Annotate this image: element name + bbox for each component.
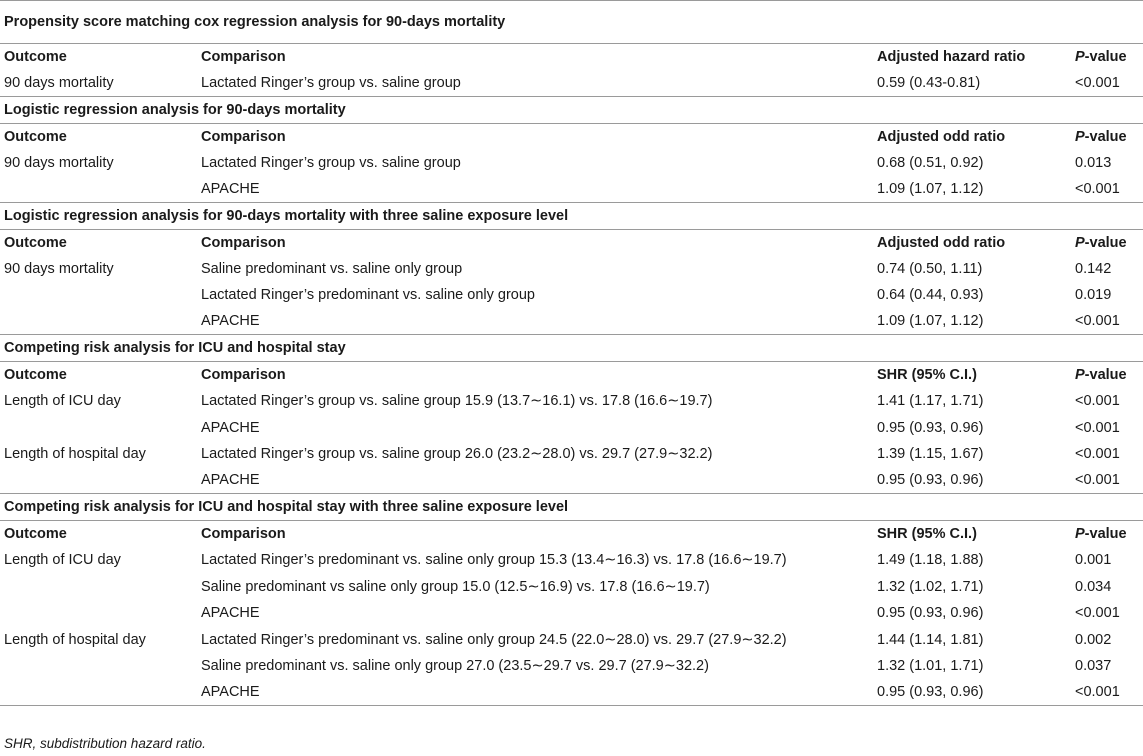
header-outcome: Outcome xyxy=(4,526,67,542)
cell-outcome: 90 days mortality xyxy=(4,74,114,91)
header-row xyxy=(0,124,1143,150)
cell-value: 0.95 (0.93, 0.96) xyxy=(877,684,984,701)
header-comparison: Comparison xyxy=(201,128,286,145)
cell-p-value: 0.002 xyxy=(1075,631,1112,648)
section-title xyxy=(0,97,1143,124)
header-comparison: Comparison xyxy=(201,526,286,542)
header-p-letter: P xyxy=(1075,526,1085,542)
header-metric: SHR (95% C.I.) xyxy=(877,526,977,542)
cell-value: 0.59 (0.43-0.81) xyxy=(877,74,981,91)
cell-value: 0.95 (0.93, 0.96) xyxy=(877,472,984,489)
cell-comparison: APACHE xyxy=(201,313,260,330)
cell-p-value: <0.001 xyxy=(1075,472,1120,489)
cell-value: 1.44 (1.14, 1.81) xyxy=(877,631,984,648)
section-title xyxy=(0,494,1143,521)
cell-value: 1.49 (1.18, 1.88) xyxy=(877,552,984,569)
table-row xyxy=(0,282,1143,309)
header-comparison: Comparison xyxy=(201,49,286,65)
section-title-text: Logistic regression analysis for 90-days mortality with three saline exposure level xyxy=(4,207,569,224)
cell-p-value: 0.034 xyxy=(1075,578,1112,595)
header-p-letter: P xyxy=(1075,49,1085,65)
header-p-value xyxy=(1075,49,1127,65)
cell-comparison: Lactated Ringer’s predominant vs. saline only group xyxy=(201,287,535,304)
table-row xyxy=(0,388,1143,415)
header-p-letter: P xyxy=(1075,367,1085,383)
table-row xyxy=(0,600,1143,627)
header-p-suffix: -value xyxy=(1084,128,1127,145)
cell-value: 1.32 (1.01, 1.71) xyxy=(877,658,984,675)
cell-p-value: <0.001 xyxy=(1075,74,1120,91)
header-p-value xyxy=(1075,235,1127,251)
table-row xyxy=(0,176,1143,203)
cell-p-value: 0.142 xyxy=(1075,260,1112,277)
table-row xyxy=(0,70,1143,97)
header-p-suffix: -value xyxy=(1084,49,1127,65)
table-row xyxy=(0,150,1143,177)
header-p-value xyxy=(1075,526,1127,542)
table-footnote: SHR, subdistribution hazard ratio. xyxy=(4,736,206,751)
cell-p-value: <0.001 xyxy=(1075,313,1120,330)
cell-outcome: 90 days mortality xyxy=(4,154,114,171)
header-outcome: Outcome xyxy=(4,128,67,145)
cell-outcome: Length of hospital day xyxy=(4,631,146,648)
cell-comparison: APACHE xyxy=(201,472,260,489)
section-title-text: Competing risk analysis for ICU and hospital stay xyxy=(4,340,346,356)
cell-p-value: 0.001 xyxy=(1075,552,1112,569)
cell-value: 1.41 (1.17, 1.71) xyxy=(877,393,984,410)
header-outcome: Outcome xyxy=(4,367,67,383)
table-row xyxy=(0,441,1143,468)
cell-value: 0.95 (0.93, 0.96) xyxy=(877,605,984,622)
cell-p-value: <0.001 xyxy=(1075,419,1120,436)
header-p-value xyxy=(1075,367,1127,383)
header-metric: Adjusted odd ratio xyxy=(877,234,1006,251)
section-title xyxy=(0,335,1143,362)
section-title-text: Competing risk analysis for ICU and hospital stay with three saline exposure level xyxy=(4,499,569,515)
cell-comparison: Lactated Ringer’s predominant vs. saline only group 24.5 (22.0∼28.0) vs. 29.7 (27.9∼32.2) xyxy=(201,631,787,648)
table-row xyxy=(0,680,1143,707)
cell-p-value: 0.013 xyxy=(1075,154,1112,171)
header-metric: SHR (95% C.I.) xyxy=(877,367,977,383)
cell-comparison: Lactated Ringer’s group vs. saline group 26.0 (23.2∼28.0) vs. 29.7 (27.9∼32.2) xyxy=(201,446,713,463)
table-row xyxy=(0,627,1143,654)
header-comparison: Comparison xyxy=(201,367,286,383)
table-row xyxy=(0,547,1143,574)
cell-p-value: 0.019 xyxy=(1075,287,1112,304)
cell-value: 1.39 (1.15, 1.67) xyxy=(877,446,984,463)
header-row xyxy=(0,362,1143,388)
header-p-suffix: -value xyxy=(1084,367,1127,383)
cell-outcome: 90 days mortality xyxy=(4,260,114,277)
cell-comparison: APACHE xyxy=(201,419,260,436)
section-title-text: Logistic regression analysis for 90-days mortality xyxy=(4,101,346,118)
section-title xyxy=(0,0,1143,44)
cell-value: 0.64 (0.44, 0.93) xyxy=(877,287,984,304)
cell-outcome: Length of ICU day xyxy=(4,393,121,410)
cell-comparison: Lactated Ringer’s predominant vs. saline only group 15.3 (13.4∼16.3) vs. 17.8 (16.6∼19.7) xyxy=(201,552,787,569)
cell-value: 0.95 (0.93, 0.96) xyxy=(877,419,984,436)
cell-comparison: Lactated Ringer’s group vs. saline group 15.9 (13.7∼16.1) vs. 17.8 (16.6∼19.7) xyxy=(201,393,713,410)
section-title xyxy=(0,203,1143,230)
header-p-suffix: -value xyxy=(1084,526,1127,542)
table-row xyxy=(0,415,1143,442)
cell-value: 1.09 (1.07, 1.12) xyxy=(877,313,984,330)
cell-comparison: APACHE xyxy=(201,180,260,197)
header-p-letter: P xyxy=(1075,128,1085,145)
header-comparison: Comparison xyxy=(201,234,286,251)
cell-comparison: Lactated Ringer’s group vs. saline group xyxy=(201,74,461,91)
cell-value: 1.09 (1.07, 1.12) xyxy=(877,180,984,197)
cell-p-value: <0.001 xyxy=(1075,684,1120,701)
header-row xyxy=(0,521,1143,547)
cell-p-value: <0.001 xyxy=(1075,180,1120,197)
header-metric: Adjusted hazard ratio xyxy=(877,49,1026,65)
cell-comparison: APACHE xyxy=(201,605,260,622)
table-row xyxy=(0,256,1143,283)
cell-comparison: Saline predominant vs. saline only group 27.0 (23.5∼29.7 vs. 29.7 (27.9∼32.2) xyxy=(201,658,709,675)
table-row xyxy=(0,468,1143,495)
header-row xyxy=(0,44,1143,70)
cell-p-value: <0.001 xyxy=(1075,446,1120,463)
table-row xyxy=(0,574,1143,601)
cell-comparison: APACHE xyxy=(201,684,260,701)
header-p-value xyxy=(1075,129,1127,145)
cell-comparison: Saline predominant vs saline only group 15.0 (12.5∼16.9) vs. 17.8 (16.6∼19.7) xyxy=(201,578,710,595)
header-row xyxy=(0,230,1143,256)
header-p-letter: P xyxy=(1075,234,1085,251)
cell-value: 0.68 (0.51, 0.92) xyxy=(877,154,984,171)
cell-comparison: Saline predominant vs. saline only group xyxy=(201,260,463,277)
cell-p-value: <0.001 xyxy=(1075,393,1120,410)
header-p-suffix: -value xyxy=(1084,234,1127,251)
cell-value: 1.32 (1.02, 1.71) xyxy=(877,578,984,595)
header-outcome: Outcome xyxy=(4,234,67,251)
cell-p-value: <0.001 xyxy=(1075,605,1120,622)
table-row xyxy=(0,653,1143,680)
header-outcome: Outcome xyxy=(4,49,67,65)
cell-outcome: Length of ICU day xyxy=(4,552,121,569)
cell-comparison: Lactated Ringer’s group vs. saline group xyxy=(201,154,461,171)
table-row xyxy=(0,309,1143,336)
cell-p-value: 0.037 xyxy=(1075,658,1112,675)
cell-value: 0.74 (0.50, 1.11) xyxy=(877,260,983,277)
header-metric: Adjusted odd ratio xyxy=(877,128,1006,145)
cell-outcome: Length of hospital day xyxy=(4,446,146,463)
section-title-text: Propensity score matching cox regression analysis for 90-days mortality xyxy=(4,14,506,30)
